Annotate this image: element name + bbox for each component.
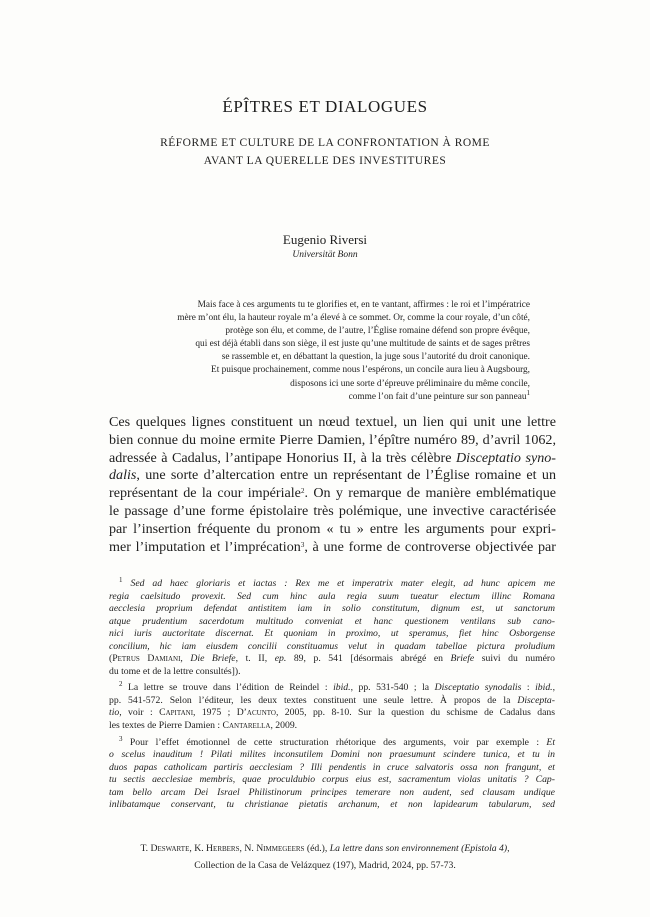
body-line: par l’insertion fréquente du pronom « tu » entre les arguments pour expri- <box>109 520 556 537</box>
footer-publication: Collection de la Casa de Velázquez (197), Madrid, 2024, pp. 57-73. <box>194 860 456 871</box>
author-smallcaps: Petrus Damiani <box>112 653 181 665</box>
body-line: le passage d’une forme épistolaire très polémique, une invective caractérisée <box>109 502 556 519</box>
subtitle-line: AVANT LA QUERELLE DES INVESTITURES <box>203 155 447 167</box>
subtitle-line: RÉFORME ET CULTURE DE LA CONFRONTATION À ROME <box>160 137 490 149</box>
footnote-line <box>109 603 555 616</box>
footnotes <box>109 578 555 812</box>
footnote-line: (Petrus Damiani, Die Briefe, t. II, ep. 89, p. 541 [désormais abrégé en Briefe suivi du numéro <box>109 653 555 665</box>
citation-text: les textes de Pierre Damien : <box>109 720 223 732</box>
footnote-line <box>109 591 555 604</box>
epigraph-line <box>140 388 530 404</box>
citation-text: , 2009. <box>270 720 298 732</box>
epigraph <box>140 299 530 404</box>
citation-italic: ibid. <box>333 682 351 694</box>
citation-text: La lettre se trouve dans l’édition de Reindel : <box>128 682 334 694</box>
epigraph-line: protège son élu, et comme, de l’autre, l’Église romaine défend son propre évêque, <box>225 326 530 337</box>
citation-text: 89, p. 541 [désormais abrégé en <box>286 653 451 665</box>
latin-quote: aecclesia proprium defendat antistitem iam in solio constitutum, dignum est, ut sanctorum <box>109 603 555 615</box>
latin-quote: tu sectis aecclesiae membris, quae proculdubio corpus eius est, sacramentum violas unitatis ? Cap- <box>109 774 555 786</box>
footnote-ref[interactable]: 2 <box>300 487 305 496</box>
footer-text: T. <box>140 843 151 854</box>
work-title: Discepta- <box>517 694 555 706</box>
citation-text: pp. 541-572. Selon l’éditeur, les deux textes constituent une seule lettre. À propos de la <box>109 694 518 706</box>
footnote-line <box>109 641 555 654</box>
footnote-marker: 1 <box>119 576 123 584</box>
footnote-3 <box>109 734 556 812</box>
citation-text: : <box>521 682 536 694</box>
citation-text: , voir : <box>119 707 160 719</box>
body-text-span: , à une forme de controverse objectivée par <box>304 538 556 555</box>
editor-name: Deswarte <box>150 843 190 854</box>
epigraph-line: qui est déjà établi dans son siège, il est juste qu’une multitude de saints et de sages prêtres <box>195 339 530 350</box>
footnote-marker: 2 <box>119 680 123 689</box>
footnote-line <box>109 695 555 708</box>
page-footer <box>0 840 650 874</box>
body-line <box>109 467 556 485</box>
footnote-line <box>109 749 555 762</box>
epigraph-line: Mais face à ces arguments tu te glorifies et, en te vantant, affirmes : le roi et l’impératrice <box>197 300 530 310</box>
footnote-ref[interactable]: 3 <box>300 540 305 549</box>
work-title: Disceptatio syno- <box>456 449 556 466</box>
citation-text: , <box>552 682 556 694</box>
work-title: Disceptatio synodalis <box>434 682 522 694</box>
editor-name: Herbers <box>206 843 240 854</box>
footnote-line <box>109 578 555 591</box>
editor-name: Nimmegeers <box>256 843 305 854</box>
latin-quote: concilium, hic iam eiusdem concilii constituamus velut in quadam tabellae pictura proludium <box>109 640 555 652</box>
footer-text: , N. <box>239 843 257 854</box>
body-text-span: représentant de la cour impériale <box>109 485 301 502</box>
work-title: tio <box>109 707 120 719</box>
citation-text: Pour l’effet émotionnel de cette structuration rhétorique des arguments, voir par exemple : <box>129 736 547 748</box>
footnote-line <box>109 734 556 750</box>
chapter-title: ÉPÎTRES ET DIALOGUES <box>222 97 428 116</box>
footnote-line <box>109 616 555 629</box>
citation-text: suivi du numéro <box>474 653 555 665</box>
work-title: Die Briefe <box>190 653 236 665</box>
body-text-span: , une sorte d’altercation entre un représentant de l’Église romaine et un <box>136 467 556 484</box>
body-text <box>109 414 556 556</box>
body-line: Ces quelques lignes constituent un nœud textuel, un lien qui unit une lettre <box>109 414 556 430</box>
work-title: dalis <box>109 467 137 484</box>
latin-quote: duos papas catholicam partiris aecclesiam ? Illi pendentis in cruce salvatoris ossa non frangunt, et <box>109 761 555 773</box>
footer-citation <box>0 840 650 857</box>
epigraph-text: comme l’on fait d’une peinture sur son panneau <box>348 391 527 402</box>
footnote-marker: 3 <box>119 734 123 743</box>
footnote-line <box>109 799 555 812</box>
author-smallcaps: D’acunto <box>236 707 276 719</box>
latin-quote: nici iuris auctoritate discernat. Et quoniam in proximo, ut speramus, fiet hinc Osborgense <box>109 628 555 640</box>
citation-text: , 2005, pp. 8-10. Sur la question du schisme de Cadalus dans <box>275 707 556 719</box>
body-line <box>109 485 556 503</box>
chapter-subtitle <box>0 134 650 170</box>
citation-italic: ep. <box>274 653 287 665</box>
body-line <box>109 539 556 557</box>
footnote-line <box>109 720 555 733</box>
body-line: bien connue du moine ermite Pierre Damien, l’épître numéro 89, d’avril 1062, <box>109 431 556 448</box>
author-affiliation: Universität Bonn <box>292 250 358 260</box>
footnote-1 <box>109 578 555 678</box>
footer-text: , K. <box>189 843 207 854</box>
footer-text: , <box>507 843 510 854</box>
latin-quote: inlibatamque conservant, tu christianae pietatis archanum, et non lapidearum tabularum, sed <box>109 799 555 811</box>
citation-text: , pp. 531-540 ; la <box>350 682 435 694</box>
latin-quote: Sed ad haec gloriaris et iactas : Rex me et imperatrix mater elegit, ad hunc apicem me <box>130 578 555 589</box>
author-smallcaps: Cantarella <box>222 720 271 732</box>
author-smallcaps: Capitani <box>159 707 194 719</box>
footnote-line <box>109 787 555 800</box>
footnote-line <box>109 774 555 787</box>
epigraph-line: se rassemble et, en débattant la question, la juge sous l’autorité du droit canonique. <box>221 352 530 363</box>
latin-quote: atque prudentium sacerdotum multitudo conveniat et hanc questionem ventilans sub cano- <box>109 615 555 627</box>
latin-quote: o scelus inauditum ! Pilati milites inconsutilem Domini non praesumunt scindere tunica, et tu in <box>109 749 555 761</box>
footnote-line <box>109 628 555 641</box>
book-title: La lettre dans son environnement (Epistola 4) <box>329 843 508 854</box>
epigraph-line: Et puisque prochainement, comme nous l’espérons, un concile aura lieu à Augsbourg, <box>211 365 530 376</box>
citation-italic: ibid. <box>535 682 553 694</box>
author-name: Eugenio Riversi <box>282 232 368 247</box>
footnote-line <box>109 762 555 775</box>
citation-text: , 1975 ; <box>193 707 237 719</box>
body-text-span: mer l’imputation et l’imprécation <box>109 538 301 555</box>
footnote-2 <box>109 682 555 732</box>
footnote-line: du tome et de la lettre consultés]). <box>109 665 241 677</box>
footnote-line <box>109 682 555 695</box>
citation-text: , t. II, <box>235 653 275 665</box>
footnote-ref[interactable]: 1 <box>526 388 530 397</box>
footer-text: (éd.), <box>304 843 330 854</box>
latin-quote: Et <box>546 736 556 748</box>
epigraph-line: mère m’ont élu, la hauteur royale m’a élevé à ce sommet. Or, comme la cour royale, d’un côté, <box>177 313 530 324</box>
body-text-span: adressée à Cadalus, l’antipape Honorius II, à la très célèbre <box>109 449 456 466</box>
latin-quote: tam bello arcam Dei Israel Philistinorum principes temerare non audent, sed clausam undique <box>109 786 555 798</box>
footnote-line <box>109 707 555 720</box>
body-text-span: . On y remarque de manière emblématique <box>304 485 556 502</box>
body-line <box>109 450 556 468</box>
latin-quote: regia caelsitudo provexit. Sed cum hinc aula regia suum tueatur electum illinc Romana <box>109 590 555 602</box>
work-title: Briefe <box>450 653 475 665</box>
epigraph-line: disposons ici une sorte d’épreuve préliminaire du même concile, <box>290 378 530 389</box>
